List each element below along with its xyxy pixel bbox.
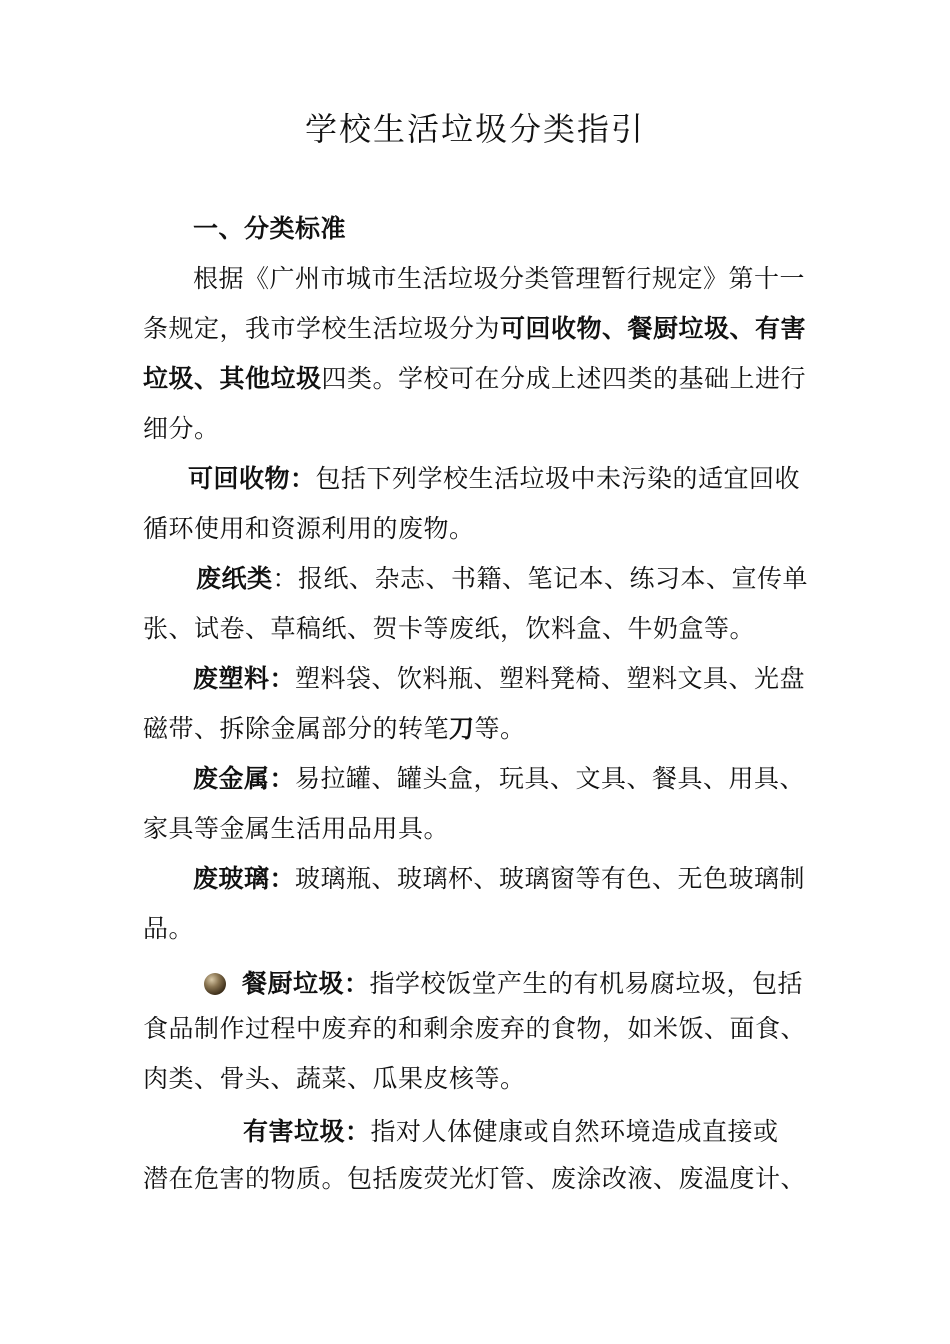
kitchen-label: 餐厨垃圾： — [242, 969, 370, 998]
intro-line-2: 条规定，我市学校生活垃圾分为可回收物、餐厨垃圾、有害 — [143, 314, 807, 343]
hazardous-line-2: 潜在危害的物质。包括废荧光灯管、废涂改液、废温度计、 — [143, 1164, 807, 1193]
section-heading: 一、分类标准 — [193, 214, 347, 243]
recyclable-line-2: 循环使用和资源利用的废物。 — [143, 514, 475, 543]
glass-line-2: 品。 — [143, 914, 195, 943]
glass-label: 废玻璃： — [193, 864, 296, 893]
plastic-line-2: 磁带、拆除金属部分的转笔刀等。 — [143, 714, 526, 743]
metal-label: 废金属： — [193, 764, 296, 793]
bullet-icon — [204, 973, 226, 995]
metal-line-2: 家具等金属生活用品用具。 — [143, 814, 450, 843]
paper-line-1: 废纸类：报纸、杂志、书籍、笔记本、练习本、宣传单 — [196, 564, 809, 593]
category-list-bold: 垃圾、其他垃圾 — [143, 364, 322, 393]
kitchen-line-3: 肉类、骨头、蔬菜、瓜果皮核等。 — [143, 1064, 526, 1093]
recyclable-label: 可回收物： — [188, 464, 316, 493]
kitchen-line-1: 餐厨垃圾：指学校饭堂产生的有机易腐垃圾，包括 — [204, 967, 811, 1001]
paper-label: 废纸类 — [196, 564, 273, 593]
plastic-line-1: 废塑料：塑料袋、饮料瓶、塑料凳椅、塑料文具、光盘 — [193, 664, 806, 693]
document-title: 学校生活垃圾分类指引 — [304, 110, 645, 148]
plastic-label: 废塑料： — [193, 664, 296, 693]
paper-line-2: 张、试卷、草稿纸、贺卡等废纸，饮料盒、牛奶盒等。 — [143, 614, 756, 643]
recyclable-line-1: 可回收物：包括下列学校生活垃圾中未污染的适宜回收 — [188, 464, 801, 493]
kitchen-line-2: 食品制作过程中废弃的和剩余废弃的食物，如米饭、面食、 — [143, 1014, 807, 1043]
hazardous-line-1: 有害垃圾：指对人体健康或自然环境造成直接或 — [243, 1117, 779, 1146]
hazardous-label: 有害垃圾： — [243, 1117, 371, 1146]
glass-line-1: 废玻璃：玻璃瓶、玻璃杯、玻璃窗等有色、无色玻璃制 — [193, 864, 806, 893]
intro-line-4: 细分。 — [143, 414, 220, 443]
intro-line-1: 根据《广州市城市生活垃圾分类管理暂行规定》第十一 — [193, 264, 806, 293]
metal-line-1: 废金属：易拉罐、罐头盒，玩具、文具、餐具、用具、 — [193, 764, 806, 793]
category-list-bold: 可回收物、餐厨垃圾、有害 — [500, 314, 807, 343]
intro-line-3: 垃圾、其他垃圾四类。学校可在分成上述四类的基础上进行 — [143, 364, 807, 393]
